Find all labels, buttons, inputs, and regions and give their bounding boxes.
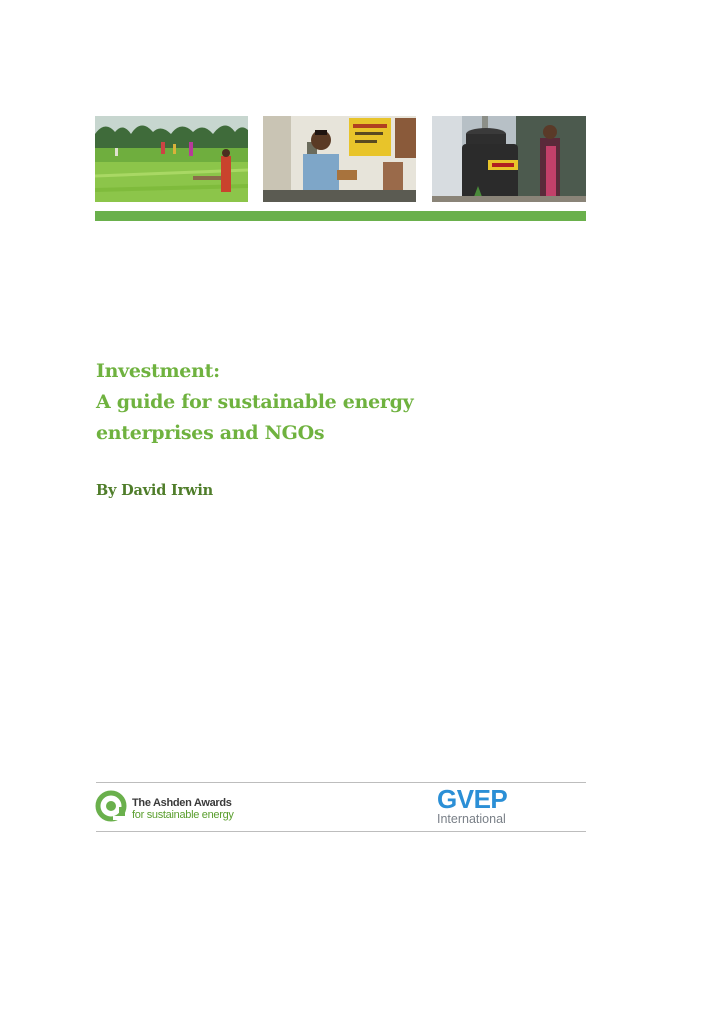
- title-line-2: A guide for sustainable energy: [96, 391, 414, 413]
- author-byline: By David Irwin: [96, 482, 213, 499]
- photo-strip: [95, 116, 586, 202]
- shop-man-photo: [263, 116, 416, 202]
- title-line-3: enterprises and NGOs: [96, 422, 325, 444]
- ashden-logo-name: The Ashden Awards: [132, 797, 232, 809]
- green-divider-bar: [95, 211, 586, 221]
- logo-rule-bottom: [96, 831, 586, 832]
- rice-field-photo: [95, 116, 248, 202]
- document-title: [96, 356, 556, 449]
- ashden-logo-subtitle: for sustainable energy: [132, 809, 234, 821]
- gvep-logo-subtitle: International: [437, 812, 506, 826]
- gvep-logo-name: GVEP: [437, 784, 508, 814]
- water-tank-woman-photo: [432, 116, 586, 202]
- ashden-a-icon: [95, 789, 129, 823]
- logo-rule-top: [96, 782, 586, 783]
- gvep-international-logo: [437, 786, 507, 826]
- title-line-1: Investment:: [96, 360, 220, 382]
- ashden-awards-logo: [132, 797, 234, 821]
